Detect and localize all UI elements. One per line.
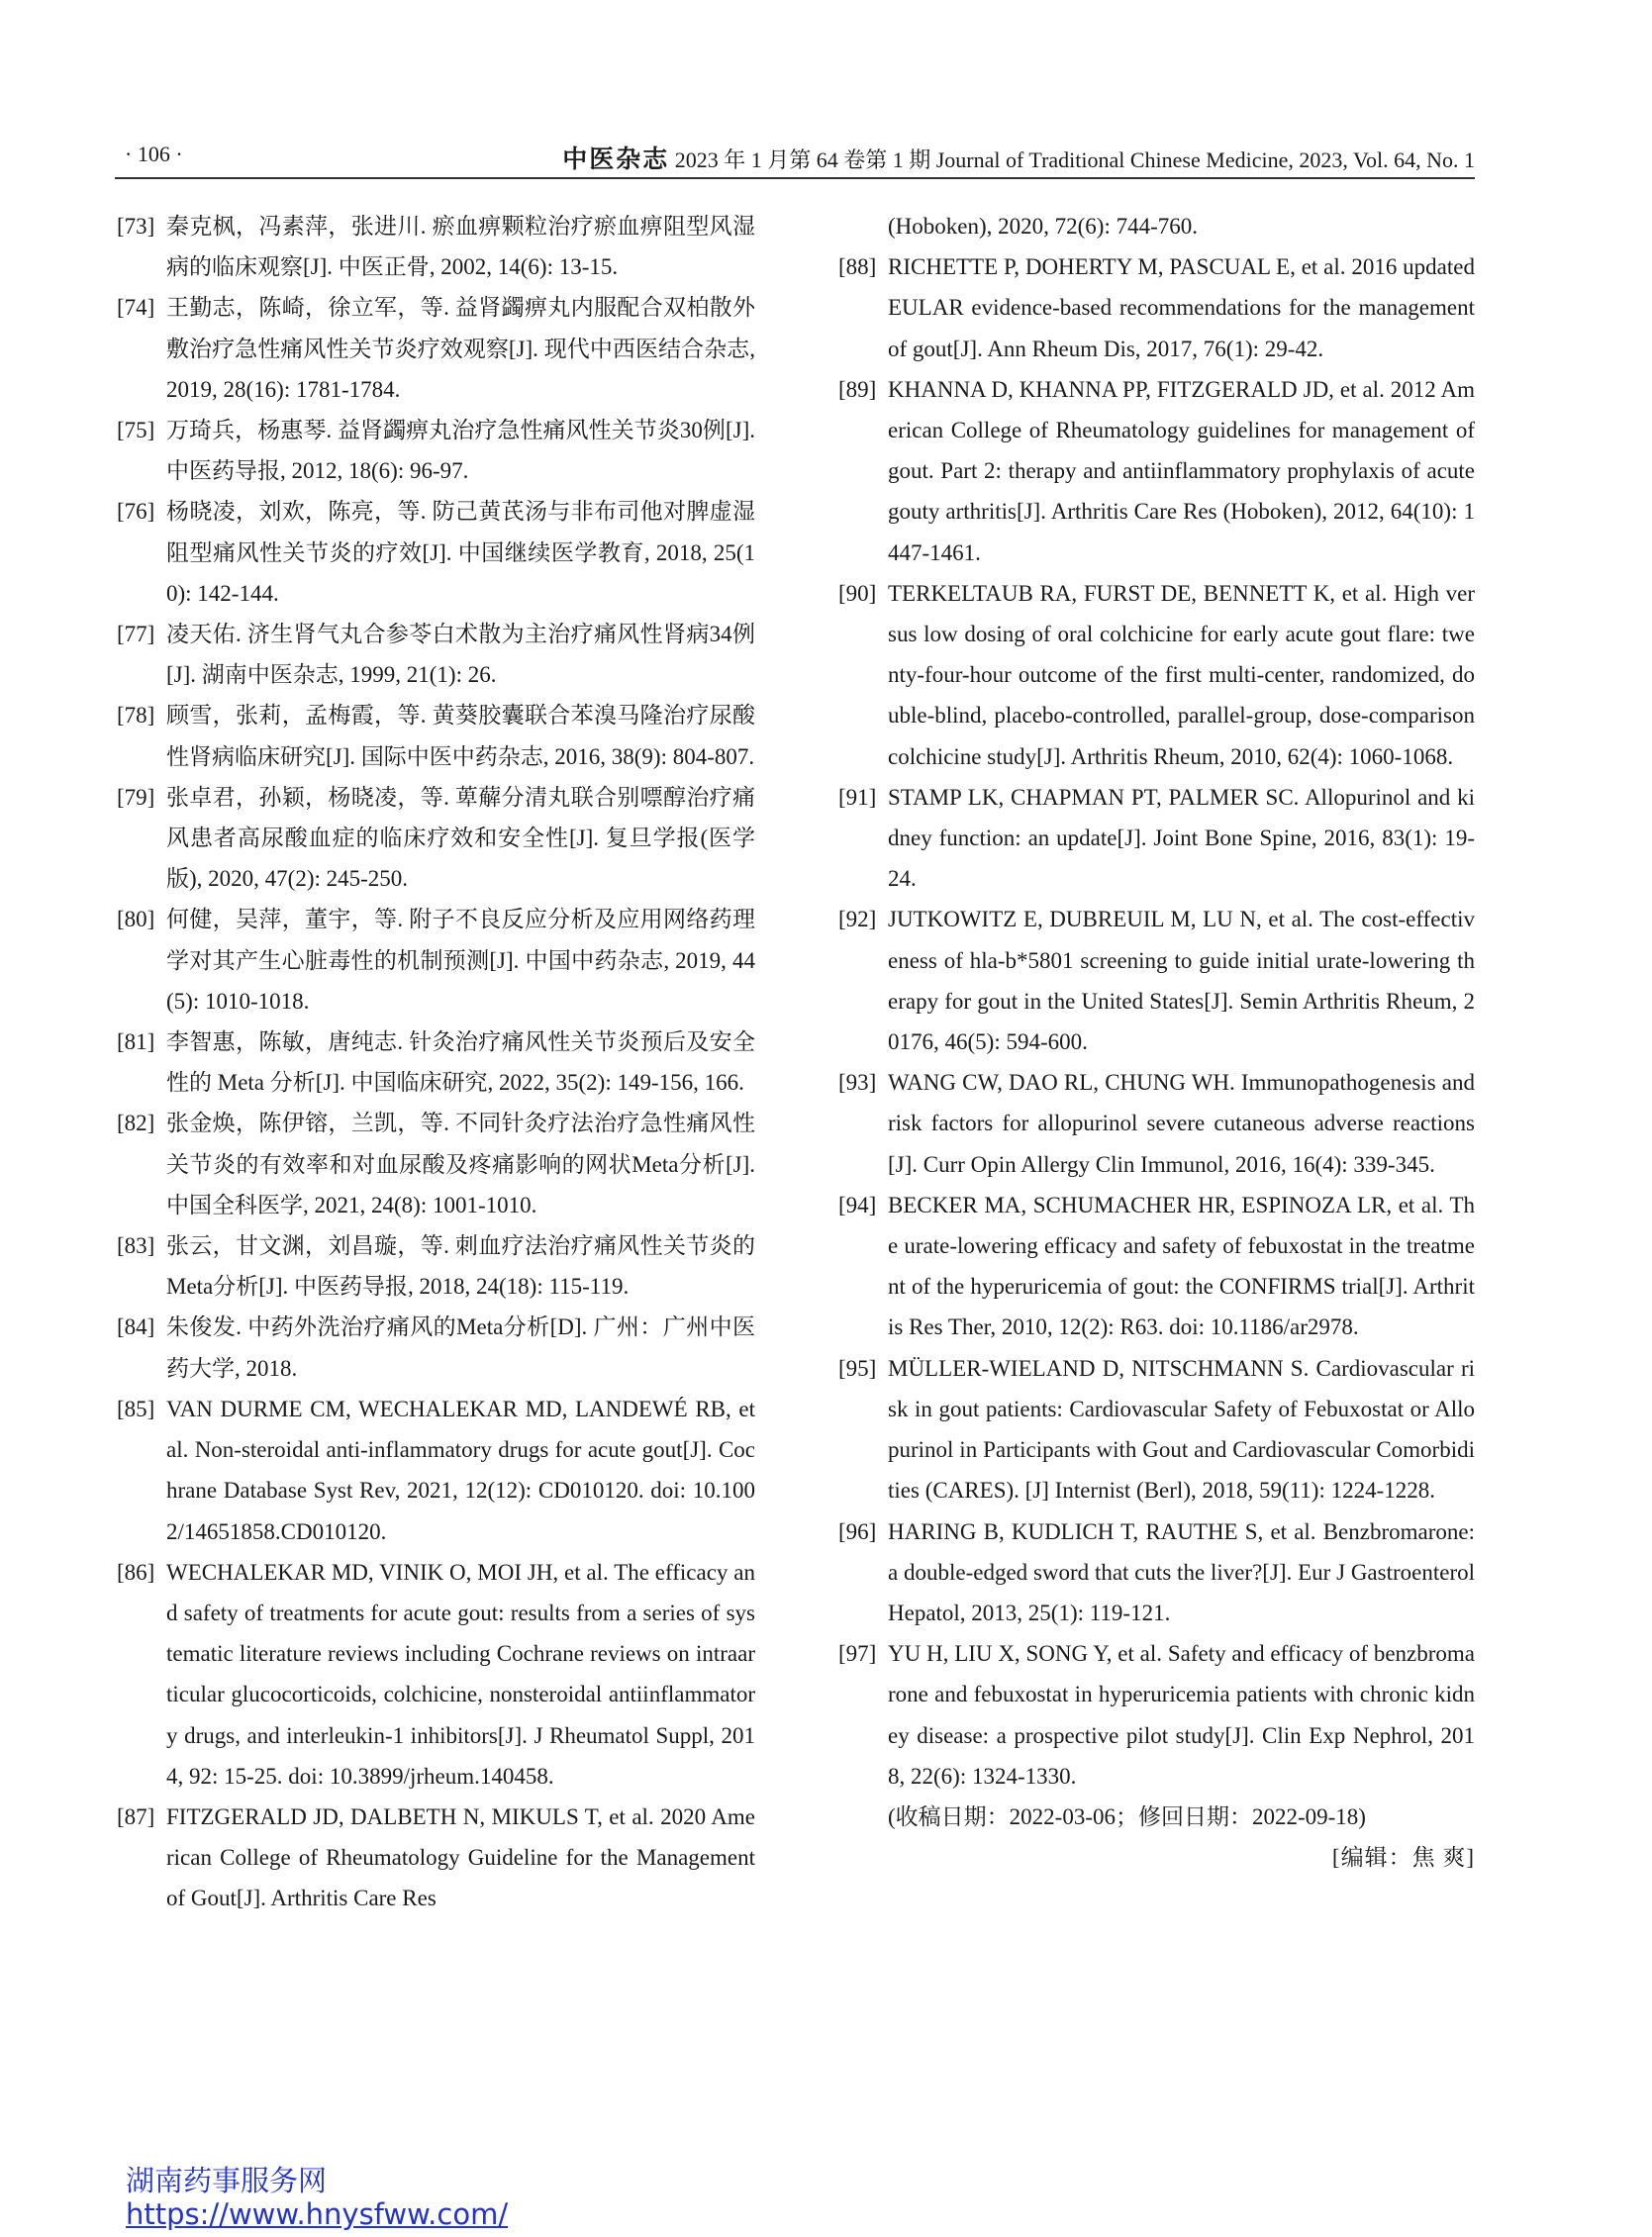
reference-text: 李智惠，陈敏，唐纯志. 针灸治疗痛风性关节炎预后及安全性的 Meta 分析[J]. 中国临床研究, 2022, 35(2): 149-156, 166.: [166, 1029, 755, 1096]
reference-number: [84]: [117, 1314, 155, 1340]
reference-entry: [117, 614, 755, 695]
reference-number: [97]: [838, 1641, 877, 1667]
reference-text: VAN DURME CM, WECHALEKAR MD, LANDEWÉ RB, et al. Non-steroidal anti-inflammatory drugs for acute gout[J]. Cochrane Database Syst Rev, 2021, 12(12): CD010120. doi: 10.1002/14651858.CD010120.: [166, 1396, 755, 1544]
reference-entry: [838, 1062, 1475, 1185]
reference-number: [88]: [838, 254, 877, 280]
reference-text: 万琦兵，杨惠琴. 益肾蠲痹丸治疗急性痛风性关节炎30例[J]. 中医药导报, 2012, 18(6): 96-97.: [166, 418, 755, 484]
reference-number: [82]: [117, 1111, 155, 1136]
reference-text: 凌天佑. 济生肾气丸合参苓白术散为主治疗痛风性肾病34例[J]. 湖南中医杂志, 1999, 21(1): 26.: [166, 622, 755, 688]
reference-number: [80]: [117, 907, 155, 932]
reference-entry: [117, 1389, 755, 1552]
reference-entry: [117, 695, 755, 776]
journal-name: 中医杂志: [562, 146, 670, 173]
reference-number: [92]: [838, 907, 877, 932]
reference-entry: [117, 1307, 755, 1388]
reference-number: [76]: [117, 499, 155, 525]
reference-text: FITZGERALD JD, DALBETH N, MIKULS T, et al. 2020 American College of Rheumatology Guideline for the Management of Gout[J]. Arthritis Care Res: [166, 1803, 755, 1911]
reference-entry: [117, 287, 755, 410]
reference-number: [89]: [838, 376, 877, 402]
reference-text: HARING B, KUDLICH T, RAUTHE S, et al. Benzbromarone: a double-edged sword that cuts the liver?[J]. Eur J Gastroenterol Hepatol, 2013, 25(1): 119-121.: [888, 1518, 1475, 1625]
watermark-name: 湖南药事服务网: [126, 2164, 328, 2197]
reference-entry: [117, 1225, 755, 1307]
reference-text: WANG CW, DAO RL, CHUNG WH. Immunopathogenesis and risk factors for allopurinol severe cutaneous adverse reactions[J]. Curr Opin Allergy Clin Immunol, 2016, 16(4): 339-345.: [888, 1070, 1475, 1177]
reference-number: [87]: [117, 1803, 155, 1829]
reference-entry: [117, 1021, 755, 1103]
reference-text: 秦克枫，冯素萍，张进川. 瘀血痹颗粒治疗瘀血痹阻型风湿病的临床观察[J]. 中医正骨, 2002, 14(6): 13-15.: [166, 214, 755, 280]
reference-number: [78]: [117, 703, 155, 729]
reference-entry: [117, 777, 755, 900]
running-title: [562, 140, 1475, 175]
reference-entry: [838, 1185, 1475, 1348]
reference-entry: [838, 1633, 1475, 1797]
editor-note: [编辑：焦 爽]: [1331, 1845, 1475, 1871]
reference-entry: [838, 777, 1475, 900]
reference-text: YU H, LIU X, SONG Y, et al. Safety and efficacy of benzbromarone and febuxostat in hyperuricemia patients with chronic kidney disease: a prospective pilot study[J]. Clin Exp Nephrol, 2018, 22(6): 1324-1330.: [888, 1641, 1475, 1789]
reference-number: [77]: [117, 622, 155, 647]
reference-text: WECHALEKAR MD, VINIK O, MOI JH, et al. The efficacy and safety of treatments for acute gout: results from a series of systematic literature reviews including Cochrane reviews on intraarticular glucocorticoids, colchicine, nonsteroidal antiinflammatory drugs, and interleukin-1 inhibitors[J]. J Rheumatol Suppl, 2014, 92: 15-25. doi: 10.3899/jrheum.140458.: [166, 1559, 755, 1789]
reference-number: [83]: [117, 1233, 155, 1259]
reference-number: [90]: [838, 580, 877, 606]
reference-number: [74]: [117, 295, 155, 321]
reference-continuation: (Hoboken), 2020, 72(6): 744-760.: [888, 214, 1199, 239]
reference-entry: [117, 410, 755, 491]
watermark: [126, 2164, 508, 2231]
reference-text: RICHETTE P, DOHERTY M, PASCUAL E, et al. 2016 updated EULAR evidence-based recommendations for the management of gout[J]. Ann Rheum Dis, 2017, 76(1): 29-42.: [888, 254, 1475, 361]
reference-entry: [838, 573, 1475, 777]
reference-entry: [117, 206, 755, 287]
reference-text: KHANNA D, KHANNA PP, FITZGERALD JD, et al. 2012 American College of Rheumatology guidelines for management of gout. Part 2: therapy and antiinflammatory prophylaxis of acute gouty arthritis[J]. Arthritis Care Res (Hoboken), 2012, 64(10): 1447-1461.: [888, 376, 1475, 565]
reference-text: BECKER MA, SCHUMACHER HR, ESPINOZA LR, et al. The urate-lowering efficacy and safety of febuxostat in the treatment of the hyperuricemia of gout: the CONFIRMS trial[J]. Arthritis Res Ther, 2010, 12(2): R63. doi: 10.1186/ar2978.: [888, 1192, 1475, 1340]
reference-number: [73]: [117, 214, 155, 239]
reference-number: [95]: [838, 1355, 877, 1381]
received-date-note: (收稿日期：2022-03-06；修回日期：2022-09-18): [888, 1803, 1366, 1829]
reference-number: [86]: [117, 1559, 155, 1585]
reference-text: 何健，吴萍，董宇，等. 附子不良反应分析及应用网络药理学对其产生心脏毒性的机制预测[J]. 中国中药杂志, 2019, 44(5): 1010-1018.: [166, 907, 755, 1014]
reference-text: 张金焕，陈伊镕，兰凯，等. 不同针灸疗法治疗急性痛风性关节炎的有效率和对血尿酸及疼痛影响的网状Meta分析[J]. 中国全科医学, 2021, 24(8): 1001-1010.: [166, 1111, 755, 1217]
journal-issue-info: 2023 年 1 月第 64 卷第 1 期 Journal of Traditional Chinese Medicine, 2023, Vol. 64, No. 1: [669, 147, 1475, 172]
reference-column-left: [117, 206, 755, 1919]
reference-text: TERKELTAUB RA, FURST DE, BENNETT K, et al. High versus low dosing of oral colchicine for early acute gout flare: twenty-four-hour outcome of the first multi-center, randomized, double-blind, placebo-controlled, parallel-group, dose-comparison colchicine study[J]. Arthritis Rheum, 2010, 62(4): 1060-1068.: [888, 580, 1475, 769]
reference-number: [91]: [838, 784, 877, 810]
reference-entry: [838, 246, 1475, 369]
reference-entry: [117, 1797, 755, 1919]
reference-text: 杨晓凌，刘欢，陈亮，等. 防己黄芪汤与非布司他对脾虚湿阻型痛风性关节炎的疗效[J]. 中国继续医学教育, 2018, 25(10): 142-144.: [166, 499, 755, 606]
reference-number: [96]: [838, 1518, 877, 1544]
reference-entry: [838, 1348, 1475, 1511]
reference-number: [79]: [117, 784, 155, 810]
reference-number: [75]: [117, 418, 155, 443]
reference-number: [85]: [117, 1396, 155, 1421]
page-header: [115, 138, 1475, 179]
reference-text: 张云，甘文渊，刘昌璇，等. 刺血疗法治疗痛风性关节炎的Meta分析[J]. 中医药导报, 2018, 24(18): 115-119.: [166, 1233, 755, 1300]
reference-entry: [117, 1552, 755, 1797]
reference-text: 张卓君，孙颖，杨晓凌，等. 萆薢分清丸联合别嘌醇治疗痛风患者高尿酸血症的临床疗效和安全性[J]. 复旦学报(医学版), 2020, 47(2): 245-250.: [166, 784, 755, 892]
reference-entry: [117, 899, 755, 1021]
reference-entry: [838, 1511, 1475, 1634]
reference-entry: [117, 1103, 755, 1225]
reference-number: [93]: [838, 1070, 877, 1096]
watermark-link[interactable]: https://www.hnysfww.com/: [126, 2197, 509, 2231]
reference-column-right: [838, 206, 1475, 1878]
reference-text: 顾雪，张莉，孟梅霞，等. 黄葵胶囊联合苯溴马隆治疗尿酸性肾病临床研究[J]. 国际中医中药杂志, 2016, 38(9): 804-807.: [166, 703, 755, 769]
reference-text: 朱俊发. 中药外洗治疗痛风的Meta分析[D]. 广州：广州中医药大学, 2018.: [166, 1314, 755, 1381]
reference-text: STAMP LK, CHAPMAN PT, PALMER SC. Allopurinol and kidney function: an update[J]. Joint Bone Spine, 2016, 83(1): 19-24.: [888, 784, 1475, 892]
reference-number: [94]: [838, 1192, 877, 1217]
reference-entry: [838, 369, 1475, 573]
reference-text: JUTKOWITZ E, DUBREUIL M, LU N, et al. The cost-effectiveness of hla-b*5801 screening to guide initial urate-lowering therapy for gout in the United States[J]. Semin Arthritis Rheum, 20176, 46(5): 594-600.: [888, 907, 1475, 1055]
reference-text: 王勤志，陈崎，徐立军，等. 益肾蠲痹丸内服配合双柏散外敷治疗急性痛风性关节炎疗效观察[J]. 现代中西医结合杂志, 2019, 28(16): 1781-1784.: [166, 295, 755, 402]
reference-number: [81]: [117, 1029, 155, 1055]
reference-text: MÜLLER-WIELAND D, NITSCHMANN S. Cardiovascular risk in gout patients: Cardiovascular Safety of Febuxostat or Allopurinol in Participants with Gout and Cardiovascular Comorbidities (CARES). [J] Internist (Berl), 2018, 59(11): 1224-1228.: [888, 1355, 1475, 1504]
page-number: · 106 ·: [125, 142, 183, 166]
reference-entry: [117, 491, 755, 614]
reference-entry: [838, 899, 1475, 1062]
